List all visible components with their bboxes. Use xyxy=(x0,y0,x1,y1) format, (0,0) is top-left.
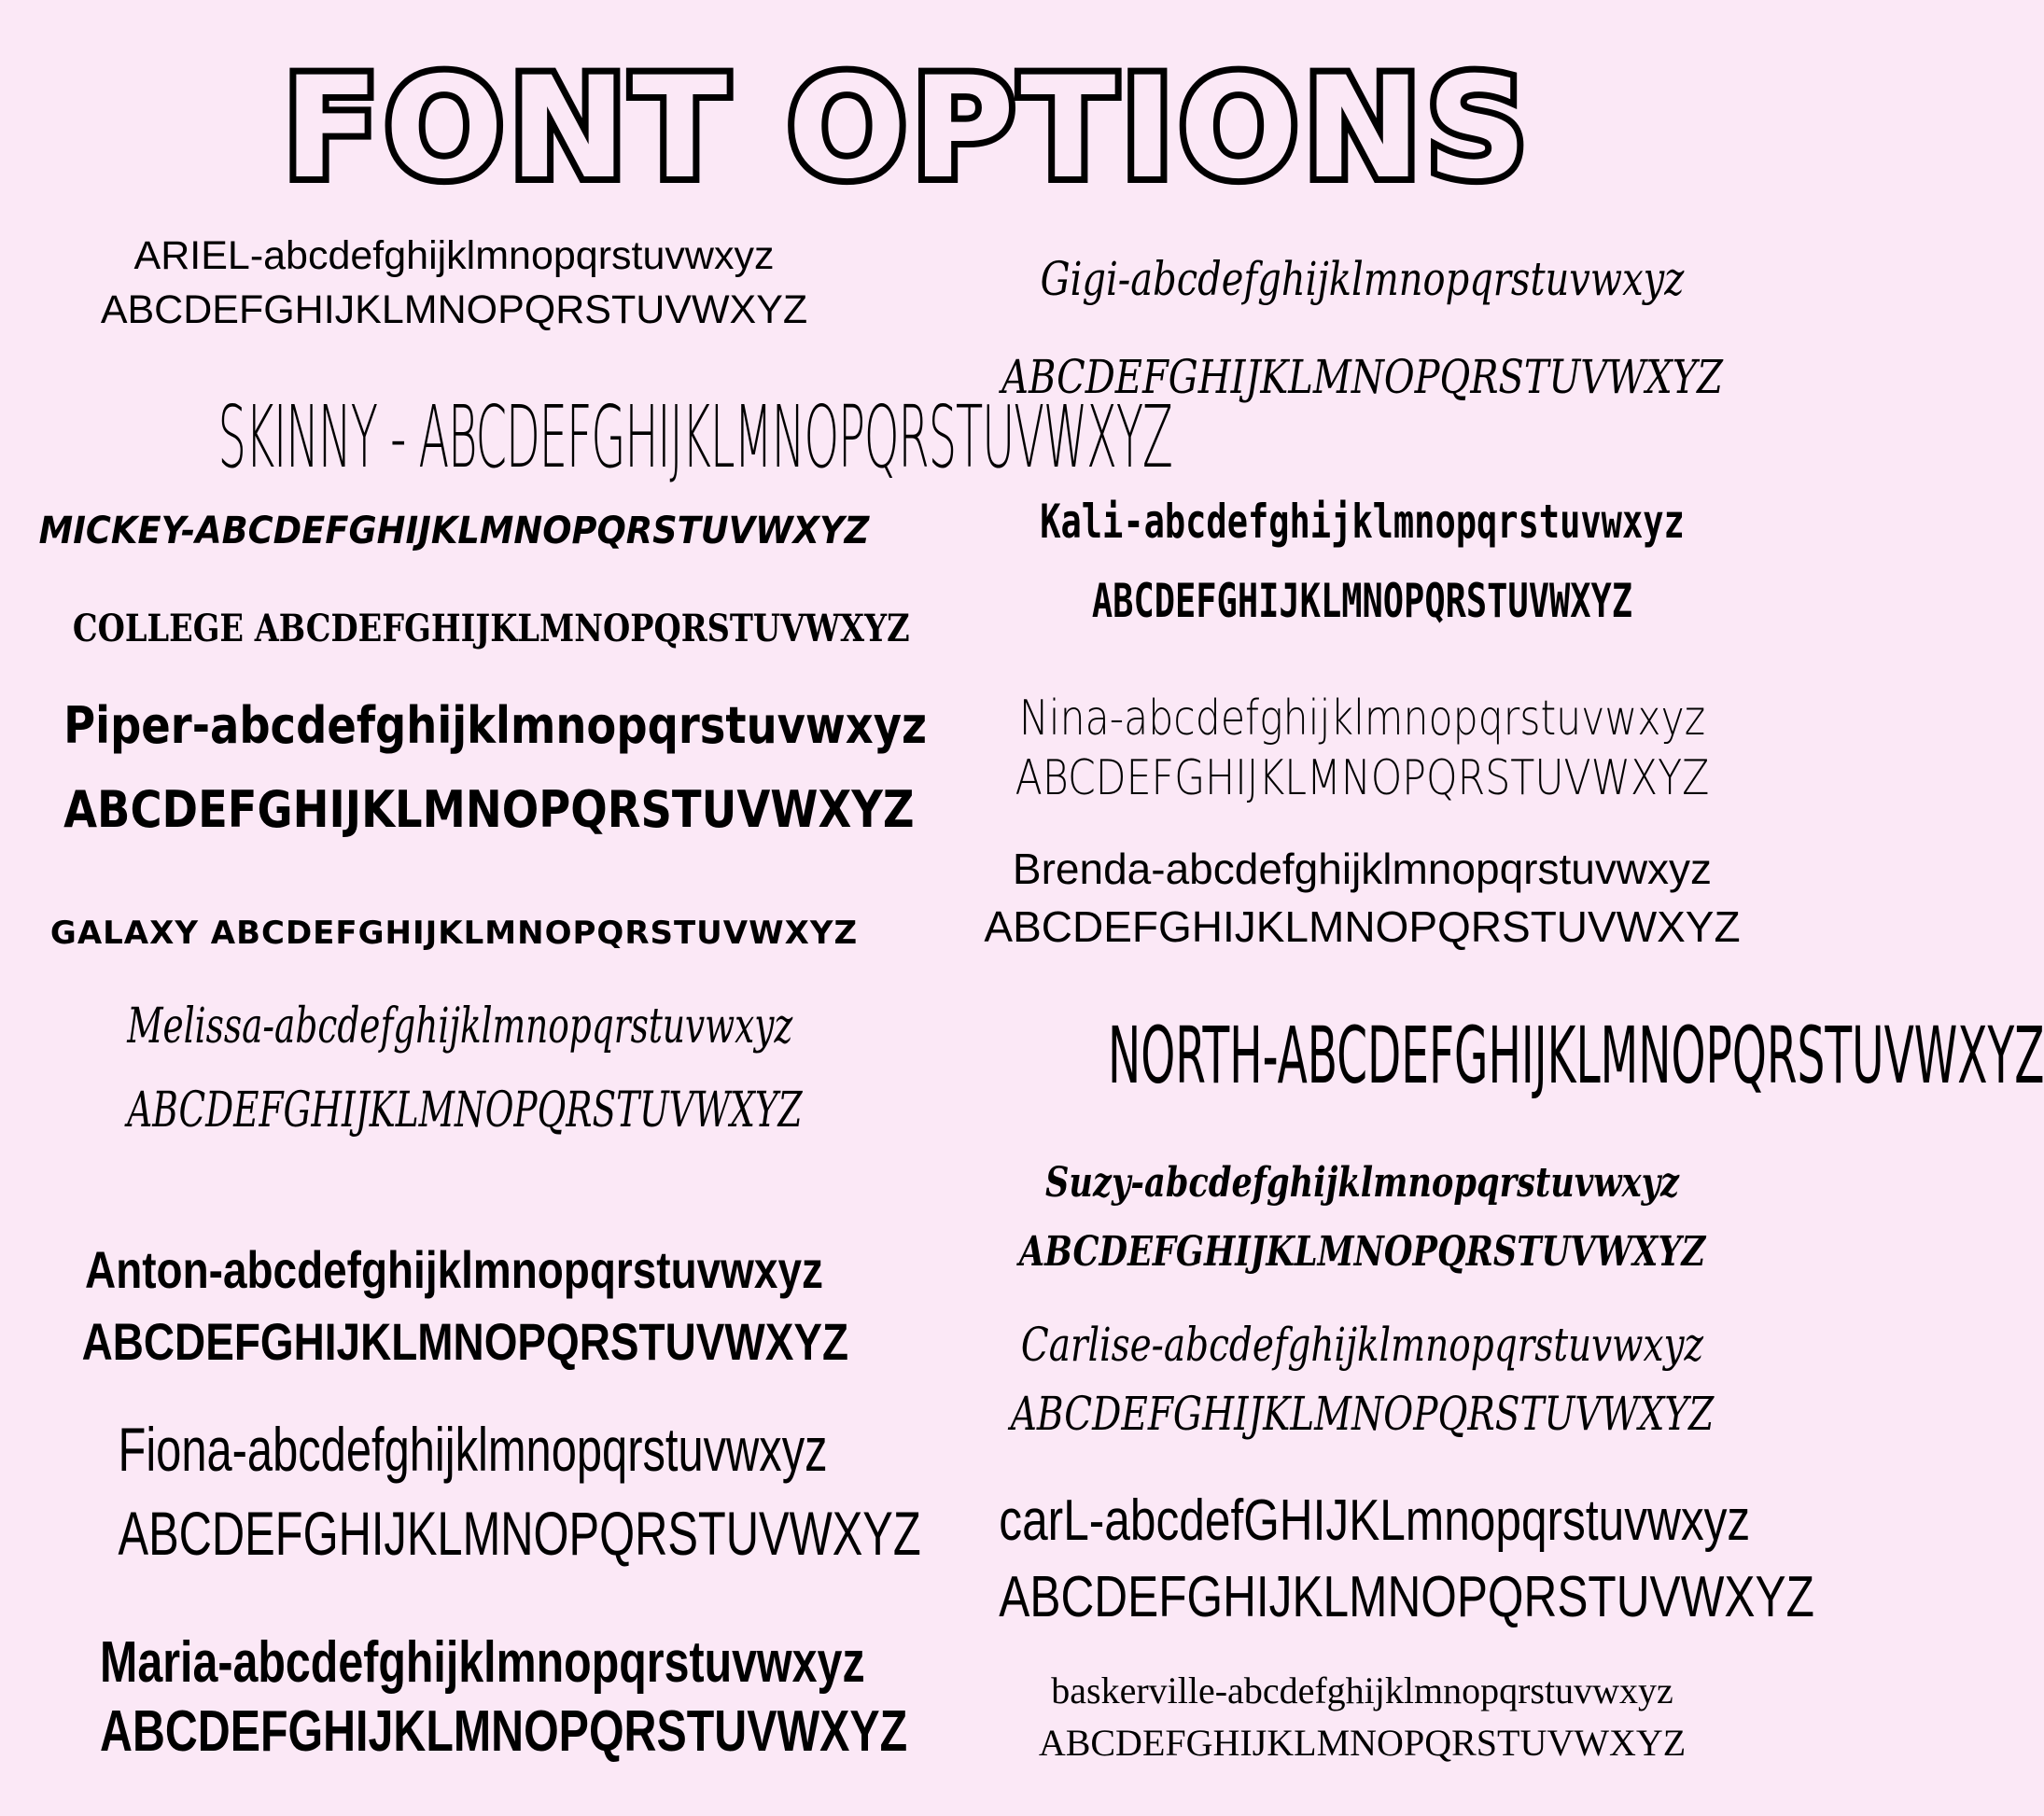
anton-uppercase-sample: ABCDEFGHIJKLMNOPQRSTUVWXYZ xyxy=(81,1312,849,1371)
maria-lowercase-sample: Maria-abcdefghijklmnopqrstuvwxyz xyxy=(100,1630,865,1695)
skinny-sample: SKINNY - ABCDEFGHIJKLMNOPQRSTUVWXYZ xyxy=(217,387,1172,487)
nina-uppercase-sample: ABCDEFGHIJKLMNOPQRSTUVWXYZ xyxy=(1015,750,1710,806)
carl-uppercase-sample: ABCDEFGHIJKLMNOPQRSTUVWXYZ xyxy=(999,1565,1814,1629)
ariel-lowercase-sample: ARIEL-abcdefghijklmnopqrstuvwxyz xyxy=(133,233,775,278)
suzy-lowercase-sample: Suzy-abcdefghijklmnopqrstuvwxyz xyxy=(1044,1159,1680,1207)
baskerville-lowercase-sample: baskerville-abcdefghijklmnopqrstuvwxyz xyxy=(1051,1669,1673,1711)
gigi-uppercase-sample: ABCDEFGHIJKLMNOPQRSTUVWXYZ xyxy=(1001,350,1723,404)
carlise-uppercase-sample: ABCDEFGHIJKLMNOPQRSTUVWXYZ xyxy=(1010,1387,1715,1441)
brenda-lowercase-sample: Brenda-abcdefghijklmnopqrstuvwxyz xyxy=(1012,845,1713,893)
ariel-uppercase-sample: ABCDEFGHIJKLMNOPQRSTUVWXYZ xyxy=(100,287,808,332)
brenda-uppercase-sample: ABCDEFGHIJKLMNOPQRSTUVWXYZ xyxy=(984,902,1741,951)
baskerville-uppercase-sample: ABCDEFGHIJKLMNOPQRSTUVWXYZ xyxy=(1038,1722,1687,1764)
gigi-lowercase-sample: Gigi-abcdefghijklmnopqrstuvwxyz xyxy=(1040,252,1685,306)
page-title: FONT OPTIONS xyxy=(283,48,1533,210)
carlise-lowercase-sample: Carlise-abcdefghijklmnopqrstuvwxyz xyxy=(1020,1318,1704,1372)
piper-uppercase-sample: ABCDEFGHIJKLMNOPQRSTUVWXYZ xyxy=(63,780,915,839)
college-sample: COLLEGE ABCDEFGHIJKLMNOPQRSTUVWXYZ xyxy=(72,607,910,650)
mickey-sample: MICKEY-ABCDEFGHIJKLMNOPQRSTUVWXYZ xyxy=(38,510,870,552)
melissa-lowercase-sample: Melissa-abcdefghijklmnopqrstuvwxyz xyxy=(127,999,793,1055)
piper-lowercase-sample: Piper-abcdefghijklmnopqrstuvwxyz xyxy=(63,696,928,755)
fiona-lowercase-sample: Fiona-abcdefghijklmnopqrstuvwxyz xyxy=(118,1415,828,1484)
melissa-uppercase-sample: ABCDEFGHIJKLMNOPQRSTUVWXYZ xyxy=(127,1083,803,1138)
carl-lowercase-sample: carL-abcdefGHIJKLmnopqrstuvwxyz xyxy=(999,1488,1751,1553)
maria-uppercase-sample: ABCDEFGHIJKLMNOPQRSTUVWXYZ xyxy=(100,1699,908,1764)
fiona-uppercase-sample: ABCDEFGHIJKLMNOPQRSTUVWXYZ xyxy=(118,1499,921,1568)
kali-lowercase-sample: Kali-abcdefghijklmnopqrstuvwxyz xyxy=(1040,495,1685,549)
north-sample: NORTH-ABCDEFGHIJKLMNOPQRSTUVWXYZ xyxy=(1108,1010,2044,1101)
anton-lowercase-sample: Anton-abcdefghijklmnopqrstuvwxyz xyxy=(85,1240,823,1299)
suzy-uppercase-sample: ABCDEFGHIJKLMNOPQRSTUVWXYZ xyxy=(1018,1228,1706,1276)
galaxy-sample: GALAXY ABCDEFGHIJKLMNOPQRSTUVWXYZ xyxy=(49,915,859,952)
nina-lowercase-sample: Nina-abcdefghijklmnopqrstuvwxyz xyxy=(1018,691,1706,747)
kali-uppercase-sample: ABCDEFGHIJKLMNOPQRSTUVWXYZ xyxy=(1091,574,1633,628)
